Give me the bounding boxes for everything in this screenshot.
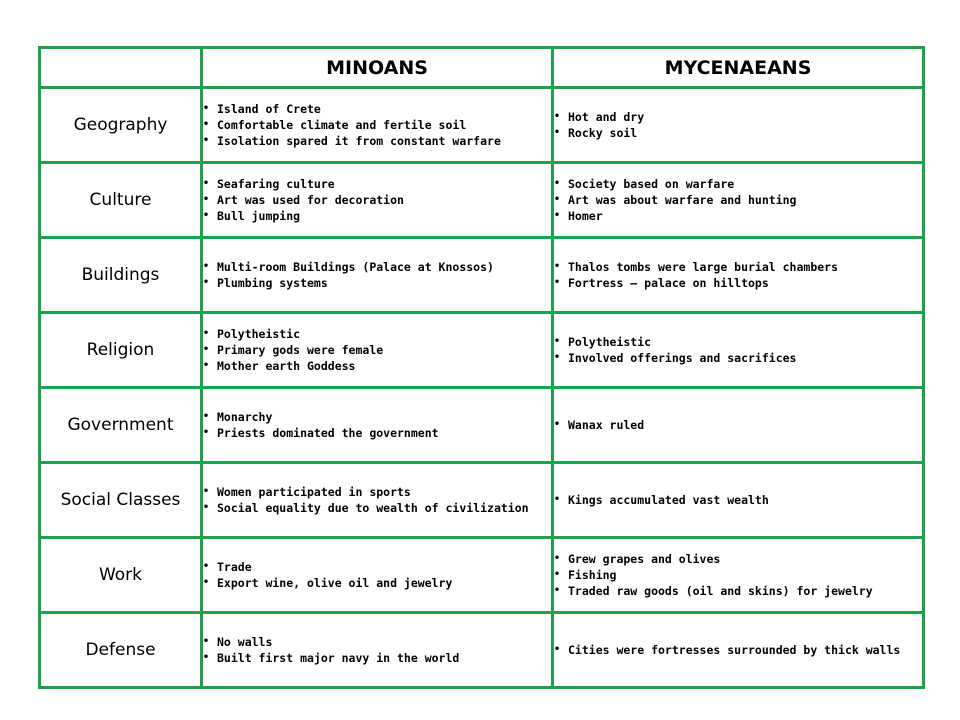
minoans-bullet-list — [203, 634, 551, 666]
bullet-item: • Kings accumulated vast wealth — [554, 492, 922, 508]
table-row — [40, 463, 924, 538]
mycenaeans-bullet-list — [554, 259, 922, 291]
table-row — [40, 163, 924, 238]
table-body — [40, 88, 924, 688]
table-row — [40, 238, 924, 313]
bullet-item: • No walls — [203, 634, 551, 650]
minoans-bullet-list — [203, 176, 551, 224]
bullet-item: • Society based on warfare — [554, 176, 922, 192]
mycenaeans-cell — [553, 163, 924, 238]
bullet-item: • Isolation spared it from constant warfare — [203, 133, 551, 149]
mycenaeans-bullet-list — [554, 176, 922, 224]
table-row — [40, 313, 924, 388]
minoans-cell — [202, 388, 553, 463]
minoans-cell — [202, 538, 553, 613]
minoans-cell — [202, 313, 553, 388]
bullet-item: • Traded raw goods (oil and skins) for jewelry — [554, 583, 922, 599]
minoans-bullet-list — [203, 409, 551, 441]
table-row — [40, 613, 924, 688]
minoans-cell — [202, 88, 553, 163]
bullet-item: • Thalos tombs were large burial chambers — [554, 259, 922, 275]
row-label: Culture — [40, 163, 202, 238]
bullet-item: • Bull jumping — [203, 208, 551, 224]
bullet-item: • Art was about warfare and hunting — [554, 192, 922, 208]
bullet-item: • Polytheistic — [554, 334, 922, 350]
bullet-item: • Involved offerings and sacrifices — [554, 350, 922, 366]
corner-header-cell — [40, 48, 202, 88]
table-row — [40, 88, 924, 163]
row-label: Government — [40, 388, 202, 463]
bullet-item: • Comfortable climate and fertile soil — [203, 117, 551, 133]
mycenaeans-cell — [553, 88, 924, 163]
header-row — [40, 48, 924, 88]
mycenaeans-bullet-list — [554, 417, 922, 433]
minoans-bullet-list — [203, 484, 551, 516]
bullet-item: • Primary gods were female — [203, 342, 551, 358]
minoans-cell — [202, 613, 553, 688]
minoans-bullet-list — [203, 259, 551, 291]
row-label: Buildings — [40, 238, 202, 313]
bullet-item: • Plumbing systems — [203, 275, 551, 291]
bullet-item: • Wanax ruled — [554, 417, 922, 433]
bullet-item: • Multi-room Buildings (Palace at Knossos) — [203, 259, 551, 275]
bullet-item: • Island of Crete — [203, 101, 551, 117]
mycenaeans-cell — [553, 613, 924, 688]
table-row — [40, 538, 924, 613]
minoans-bullet-list — [203, 101, 551, 149]
bullet-item: • Social equality due to wealth of civilization — [203, 500, 551, 516]
bullet-item: • Hot and dry — [554, 109, 922, 125]
table-row — [40, 388, 924, 463]
mycenaeans-bullet-list — [554, 492, 922, 508]
minoans-bullet-list — [203, 326, 551, 374]
bullet-item: • Homer — [554, 208, 922, 224]
bullet-item: • Cities were fortresses surrounded by thick walls — [554, 642, 922, 658]
bullet-item: • Trade — [203, 559, 551, 575]
mycenaeans-bullet-list — [554, 334, 922, 366]
mycenaeans-bullet-list — [554, 551, 922, 599]
bullet-item: • Women participated in sports — [203, 484, 551, 500]
mycenaeans-cell — [553, 238, 924, 313]
row-label: Religion — [40, 313, 202, 388]
row-label: Social Classes — [40, 463, 202, 538]
bullet-item: • Polytheistic — [203, 326, 551, 342]
minoans-cell — [202, 163, 553, 238]
mycenaeans-cell — [553, 463, 924, 538]
mycenaeans-cell — [553, 313, 924, 388]
bullet-item: • Fortress – palace on hilltops — [554, 275, 922, 291]
minoans-cell — [202, 238, 553, 313]
minoans-cell — [202, 463, 553, 538]
mycenaeans-column-header: MYCENAEANS — [553, 48, 924, 88]
bullet-item: • Rocky soil — [554, 125, 922, 141]
bullet-item: • Priests dominated the government — [203, 425, 551, 441]
bullet-item: • Built first major navy in the world — [203, 650, 551, 666]
mycenaeans-cell — [553, 538, 924, 613]
mycenaeans-bullet-list — [554, 642, 922, 658]
mycenaeans-bullet-list — [554, 109, 922, 141]
minoans-bullet-list — [203, 559, 551, 591]
bullet-item: • Fishing — [554, 567, 922, 583]
bullet-item: • Seafaring culture — [203, 176, 551, 192]
bullet-item: • Mother earth Goddess — [203, 358, 551, 374]
row-label: Defense — [40, 613, 202, 688]
row-label: Work — [40, 538, 202, 613]
row-label: Geography — [40, 88, 202, 163]
bullet-item: • Export wine, olive oil and jewelry — [203, 575, 551, 591]
minoans-column-header: MINOANS — [202, 48, 553, 88]
bullet-item: • Grew grapes and olives — [554, 551, 922, 567]
bullet-item: • Art was used for decoration — [203, 192, 551, 208]
bullet-item: • Monarchy — [203, 409, 551, 425]
comparison-table — [38, 46, 925, 689]
mycenaeans-cell — [553, 388, 924, 463]
